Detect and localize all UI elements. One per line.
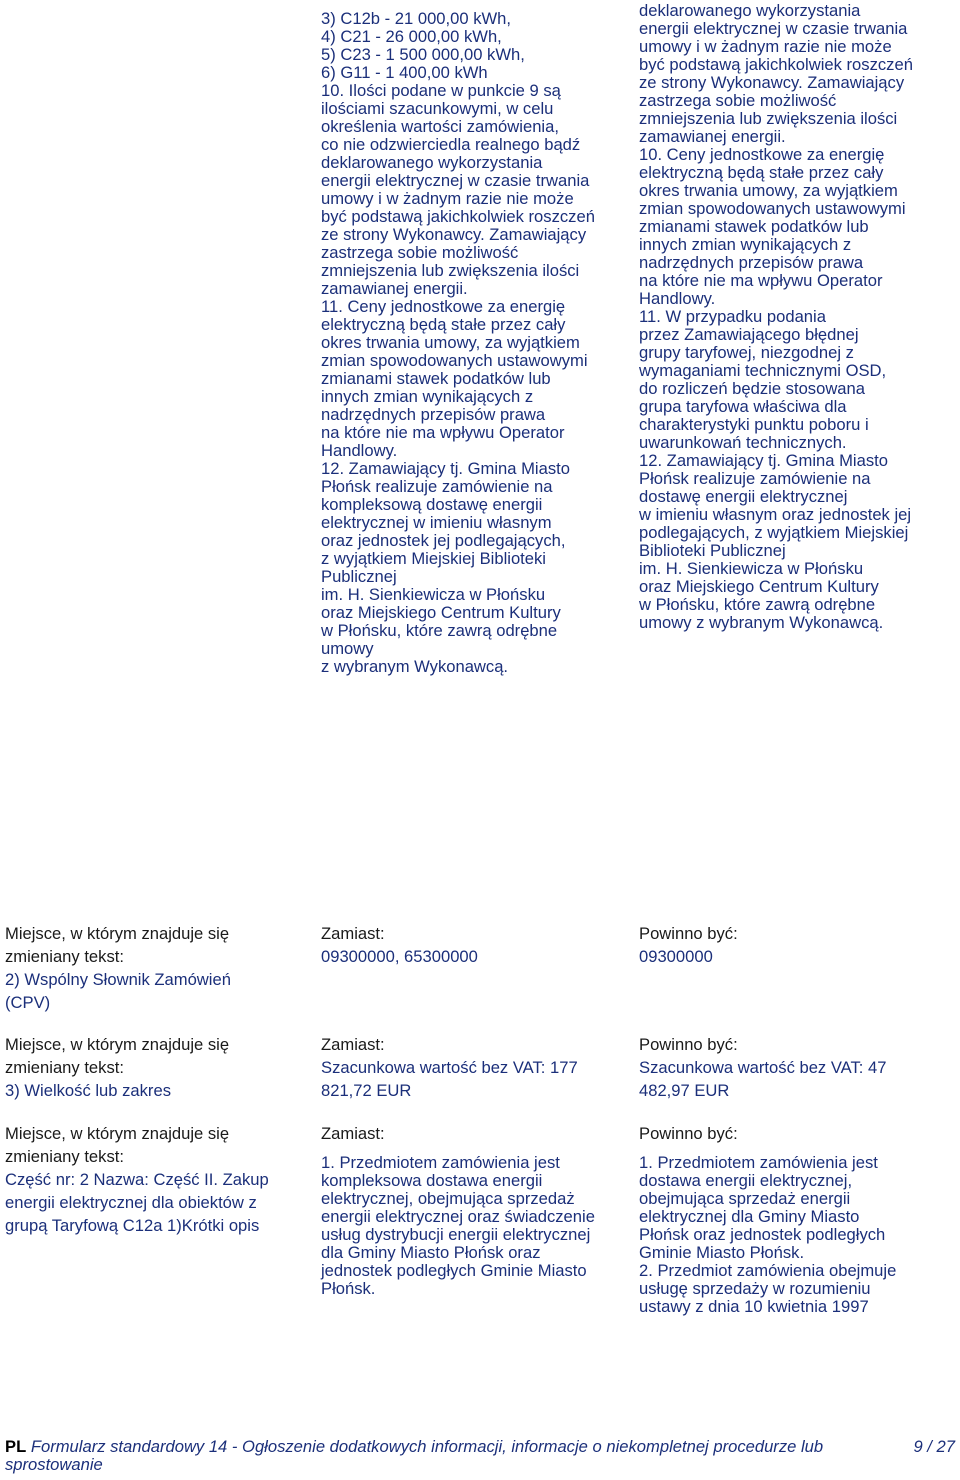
top-middle-line: 3) C12b - 21 000,00 kWh, — [321, 9, 512, 28]
top-middle-line: deklarowanego wykorzystania — [321, 153, 543, 172]
top-middle-line: z wyjątkiem Miejskiej Biblioteki — [321, 549, 546, 568]
change-2-place-value: 3) Wielkość lub zakres — [5, 1081, 171, 1100]
change-2-instead-value: Szacunkowa wartość bez VAT: 177 821,72 EUR — [321, 1058, 578, 1100]
change-3-should-line: obejmująca sprzedaż energii — [639, 1189, 851, 1208]
top-middle-line: Płońsk realizuje zamówienie na — [321, 477, 553, 496]
top-middle-column — [321, 10, 636, 676]
top-right-line: Biblioteki Publicznej — [639, 541, 786, 560]
top-middle-line: zmian spowodowanych ustawowymi — [321, 351, 588, 370]
top-middle-line: 11. Ceny jednostkowe za energię — [321, 297, 566, 316]
change-1-should — [639, 922, 738, 968]
top-middle-line: na które nie ma wpływu Operator — [321, 423, 565, 442]
top-right-line: wymaganiami technicznymi OSD, — [639, 361, 887, 380]
change-3-instead-line: jednostek podległych Gminie Miasto — [321, 1261, 587, 1280]
change-2-instead-label: Zamiast: — [321, 1035, 385, 1054]
change-3-place-label: Miejsce, w którym znajduje się zmieniany tekst: — [5, 1124, 230, 1166]
top-middle-line: ilościami szacunkowymi, w celu — [321, 99, 554, 118]
top-middle-line: zastrzega sobie możliwość — [321, 243, 519, 262]
change-3-should-line: elektrycznej dla Gminy Miasto — [639, 1207, 860, 1226]
change-3-should-line: usługę sprzedaży w rozumieniu — [639, 1279, 871, 1298]
top-right-line: charakterystyki punktu poboru i — [639, 415, 869, 434]
top-middle-line: 6) G11 - 1 400,00 kWh — [321, 63, 488, 82]
top-middle-line: z wybranym Wykonawcą. — [321, 657, 509, 676]
top-right-column — [639, 2, 959, 632]
top-right-line: przez Zamawiającego błędnej — [639, 325, 859, 344]
top-right-line: uwarunkowań technicznych. — [639, 433, 847, 452]
change-3-instead-line: usług dystrybucji energii elektrycznej — [321, 1225, 591, 1244]
page-footer — [5, 1438, 955, 1474]
change-3-instead-line: 1. Przedmiotem zamówienia jest — [321, 1153, 560, 1172]
change-3-should-line: 1. Przedmiotem zamówienia jest — [639, 1153, 878, 1172]
change-3-instead-line: kompleksowa dostawa energii — [321, 1171, 543, 1190]
top-right-line: dostawę energii elektrycznej — [639, 487, 848, 506]
change-3-place — [5, 1122, 269, 1237]
top-right-line: energii elektrycznej w czasie trwania — [639, 19, 908, 38]
top-right-line: w imieniu własnym oraz jednostek jej — [639, 505, 912, 524]
top-right-line: zmian spowodowanych ustawowymi — [639, 199, 906, 218]
top-right-line: grupa taryfowa właściwa dla — [639, 397, 847, 416]
change-3-should-label: Powinno być: — [639, 1124, 738, 1143]
top-right-line: zmianami stawek podatków lub — [639, 217, 869, 236]
top-middle-line: zamawianej energii. — [321, 279, 468, 298]
top-middle-line: umowy — [321, 639, 374, 658]
change-3-instead-line: elektrycznej, obejmująca sprzedaż — [321, 1189, 575, 1208]
top-middle-line: Publicznej — [321, 567, 397, 586]
top-middle-line: energii elektrycznej w czasie trwania — [321, 171, 590, 190]
change-3-should — [639, 1122, 896, 1316]
change-2-should-value: Szacunkowa wartość bez VAT: 47 482,97 EUR — [639, 1058, 887, 1100]
top-middle-line: w Płońsku, które zawrą odrębne — [321, 621, 558, 640]
top-middle-line: być podstawą jakichkolwiek roszczeń — [321, 207, 595, 226]
top-right-line: 11. W przypadku podania — [639, 307, 826, 326]
change-3-instead-line: dla Gminy Miasto Płońsk oraz — [321, 1243, 541, 1262]
change-1-should-label: Powinno być: — [639, 924, 738, 943]
change-2-place — [5, 1033, 229, 1102]
change-3-instead — [321, 1122, 595, 1298]
top-middle-line: 4) C21 - 26 000,00 kWh, — [321, 27, 502, 46]
top-right-line: umowy i w żadnym razie nie może — [639, 37, 892, 56]
page-number: 9 / 27 — [913, 1437, 955, 1456]
top-right-line: innych zmian wynikających z — [639, 235, 852, 254]
top-middle-line: im. H. Sienkiewicza w Płońsku — [321, 585, 546, 604]
change-2-should — [639, 1033, 887, 1102]
top-right-line: Płońsk realizuje zamówienie na — [639, 469, 871, 488]
top-right-line: zastrzega sobie możliwość — [639, 91, 837, 110]
change-3-should-line: dostawa energii elektrycznej, — [639, 1171, 853, 1190]
top-middle-line: zmniejszenia lub zwiększenia ilości — [321, 261, 580, 280]
top-middle-line: co nie odzwierciedla realnego bądź — [321, 135, 581, 154]
top-middle-line: ze strony Wykonawcy. Zamawiający — [321, 225, 587, 244]
change-1-instead-value: 09300000, 65300000 — [321, 947, 478, 966]
top-middle-line: określenia wartości zamówienia, — [321, 117, 559, 136]
top-middle-line: okres trwania umowy, za wyjątkiem — [321, 333, 580, 352]
top-right-line: grupy taryfowej, niezgodnej z — [639, 343, 854, 362]
change-2-place-label: Miejsce, w którym znajduje się zmieniany tekst: — [5, 1035, 230, 1077]
change-1-instead-label: Zamiast: — [321, 924, 385, 943]
change-3-instead-line: energii elektrycznej oraz świadczenie — [321, 1207, 595, 1226]
top-right-line: ze strony Wykonawcy. Zamawiający — [639, 73, 905, 92]
top-middle-line: oraz jednostek jej podlegających, — [321, 531, 566, 550]
top-middle-line: 12. Zamawiający tj. Gmina Miasto — [321, 459, 570, 478]
top-middle-line: kompleksową dostawę energii — [321, 495, 543, 514]
top-right-line: nadrzędnych przepisów prawa — [639, 253, 864, 272]
top-right-line: być podstawą jakichkolwiek roszczeń — [639, 55, 913, 74]
change-1-place-label: Miejsce, w którym znajduje się zmieniany tekst: — [5, 924, 230, 966]
top-right-line: umowy z wybranym Wykonawcą. — [639, 613, 884, 632]
top-middle-line: oraz Miejskiego Centrum Kultury — [321, 603, 561, 622]
footer-form-title: Formularz standardowy 14 - Ogłoszenie dodatkowych informacji, informacje o niekompletnej procedurze lub — [30, 1437, 824, 1456]
top-right-line: okres trwania umowy, za wyjątkiem — [639, 181, 898, 200]
change-1-instead — [321, 922, 478, 968]
top-right-line: Handlowy. — [639, 289, 716, 308]
change-3-should-line: Gminie Miasto Płońsk. — [639, 1243, 805, 1262]
change-3-should-line: ustawy z dnia 10 kwietnia 1997 — [639, 1297, 869, 1316]
top-middle-line: 5) C23 - 1 500 000,00 kWh, — [321, 45, 525, 64]
change-3-should-value — [639, 1154, 896, 1316]
change-3-instead-line: Płońsk. — [321, 1279, 376, 1298]
top-middle-line: umowy i w żadnym razie nie może — [321, 189, 574, 208]
top-right-line: oraz Miejskiego Centrum Kultury — [639, 577, 879, 596]
top-right-line: 10. Ceny jednostkowe za energię — [639, 145, 885, 164]
change-1-should-value: 09300000 — [639, 947, 713, 966]
footer-form-title-cont: sprostowanie — [5, 1455, 103, 1474]
top-middle-line: nadrzędnych przepisów prawa — [321, 405, 546, 424]
change-2-should-label: Powinno być: — [639, 1035, 738, 1054]
top-middle-line: 10. Ilości podane w punkcie 9 są — [321, 81, 561, 100]
top-right-line: elektryczną będą stałe przez cały — [639, 163, 884, 182]
top-middle-line: Handlowy. — [321, 441, 398, 460]
top-right-line: zmniejszenia lub zwiększenia ilości — [639, 109, 898, 128]
change-3-should-line: 2. Przedmiot zamówienia obejmuje — [639, 1261, 897, 1280]
top-right-line: zamawianej energii. — [639, 127, 786, 146]
top-middle-line: elektrycznej w imieniu własnym — [321, 513, 552, 532]
top-right-line: deklarowanego wykorzystania — [639, 1, 861, 20]
change-1-place-value: 2) Wspólny Słownik Zamówień (CPV) — [5, 970, 231, 1012]
top-right-line: do rozliczeń będzie stosowana — [639, 379, 865, 398]
top-right-line: 12. Zamawiający tj. Gmina Miasto — [639, 451, 888, 470]
change-3-place-value: Część nr: 2 Nazwa: Część II. Zakup energii elektrycznej dla obiektów z grupą Taryfową C12a 1)Krótki opis — [5, 1170, 269, 1235]
top-right-line: na które nie ma wpływu Operator — [639, 271, 883, 290]
change-3-should-line: Płońsk oraz jednostek podległych — [639, 1225, 886, 1244]
change-3-instead-value — [321, 1154, 595, 1298]
change-2-instead — [321, 1033, 578, 1102]
top-right-line: w Płońsku, które zawrą odrębne — [639, 595, 876, 614]
top-right-line: im. H. Sienkiewicza w Płońsku — [639, 559, 864, 578]
top-right-line: podlegających, z wyjątkiem Miejskiej — [639, 523, 909, 542]
top-middle-line: elektryczną będą stałe przez cały — [321, 315, 566, 334]
top-middle-line: innych zmian wynikających z — [321, 387, 534, 406]
change-1-place — [5, 922, 231, 1014]
footer-language: PL — [5, 1437, 27, 1456]
change-3-instead-label: Zamiast: — [321, 1124, 385, 1143]
top-middle-line: zmianami stawek podatków lub — [321, 369, 551, 388]
